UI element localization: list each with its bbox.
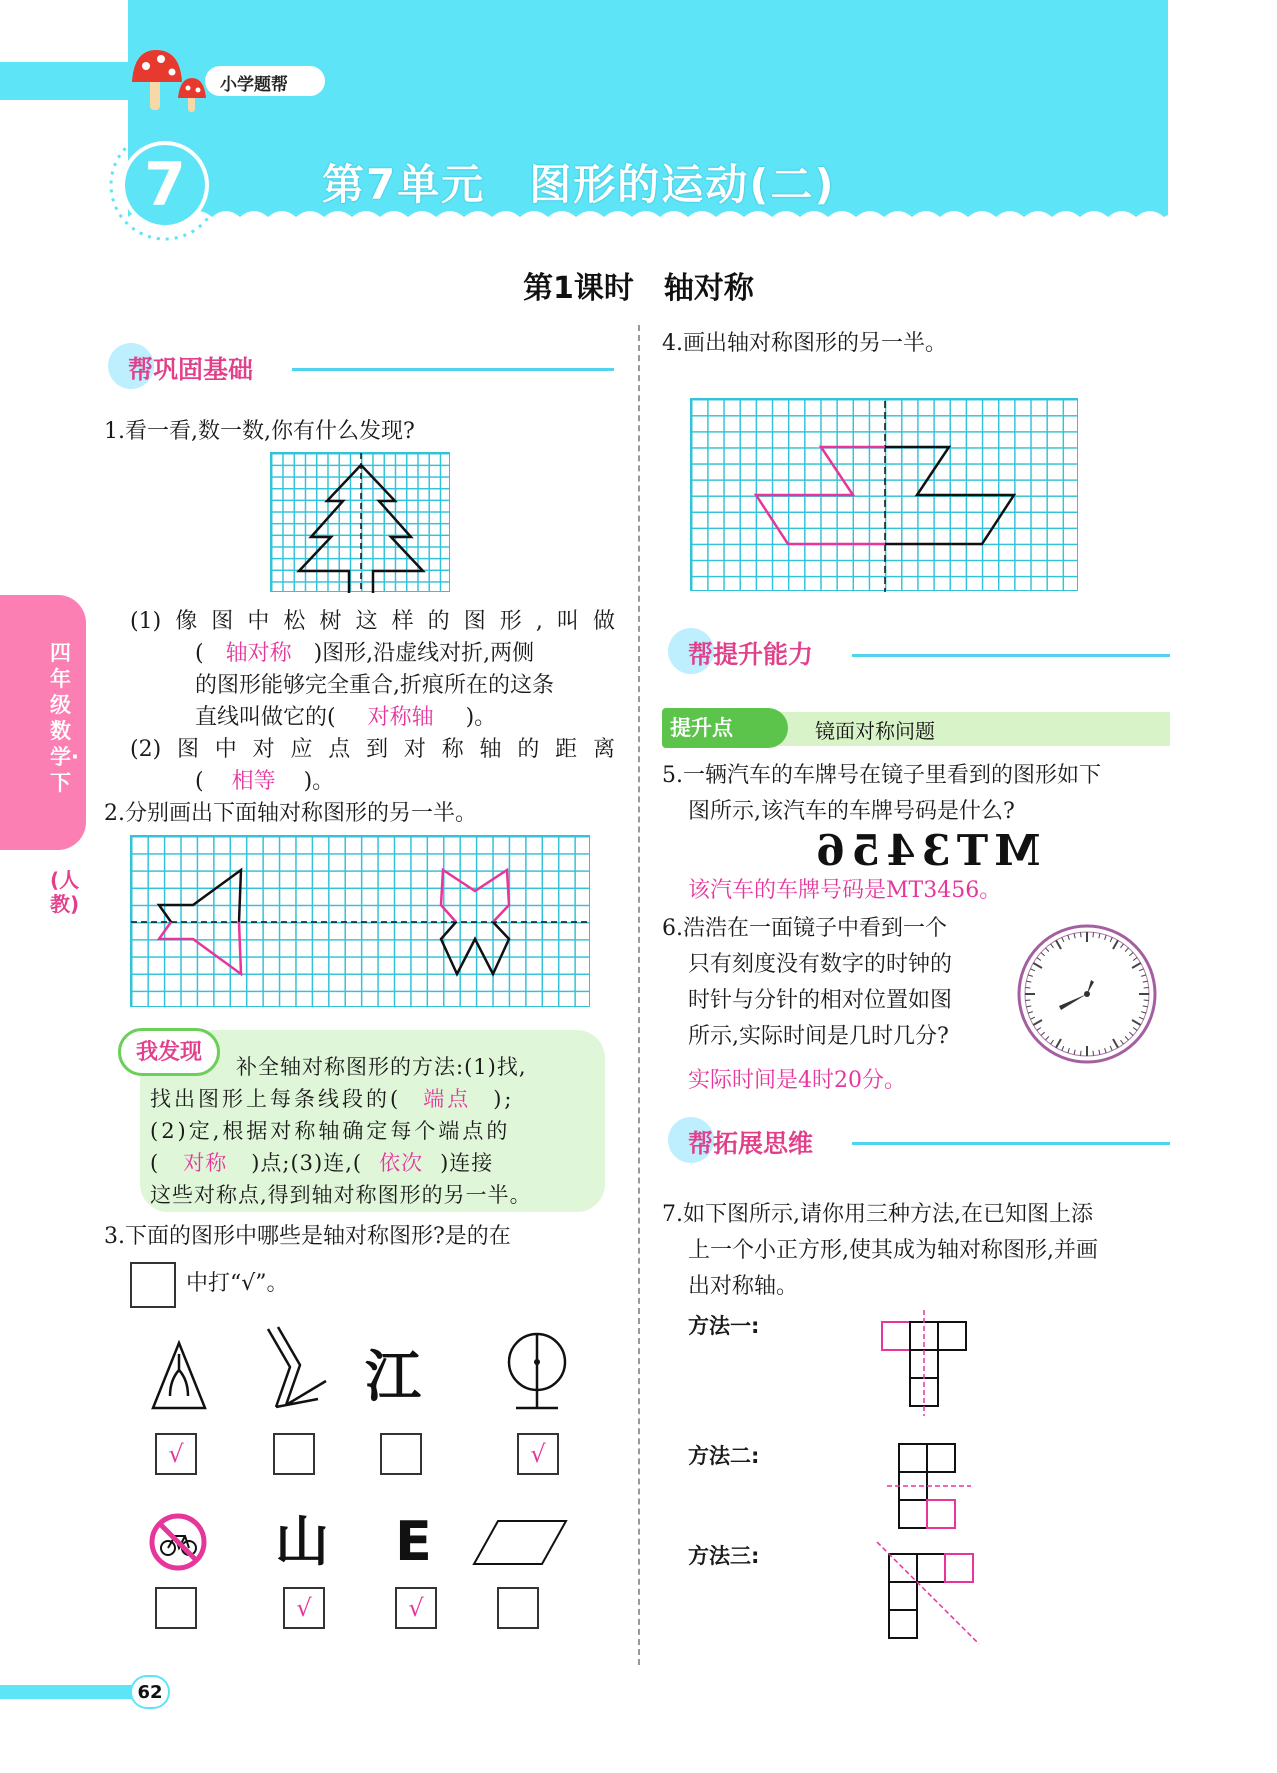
discover-answer-inorder: 依次 <box>379 1151 424 1175</box>
q1-p1-a-text: (1)像图中松树这样的图形,叫做 <box>130 609 615 634</box>
clock-tick <box>1144 1000 1149 1001</box>
discover-line-3: (2)定,根据对称轴确定每个端点的 <box>150 1119 511 1143</box>
section-basic-title: 帮巩固基础 <box>128 355 254 384</box>
clock-tick <box>1025 1000 1030 1001</box>
unit-title: 第7单元 图形的运动(二) <box>322 160 836 209</box>
section-improve-line <box>852 654 1170 657</box>
q1-p2-a-text: (2)图中对应点到对称轴的距离 <box>130 737 615 762</box>
discover-answer-endpoint: 端点 <box>423 1087 472 1111</box>
clock-tick <box>1093 1051 1094 1056</box>
bent-shape-icon <box>262 1325 332 1419</box>
q3-checkbox-6[interactable]: √ <box>283 1587 325 1629</box>
q7-method-1-label: 方法一: <box>688 1314 760 1338</box>
clock-tick <box>1081 932 1082 937</box>
q7-method-3-figure <box>875 1540 985 1654</box>
q6-answer: 实际时间是4时20分。 <box>688 1068 906 1093</box>
q3-char-jiang: 江 <box>365 1345 421 1410</box>
q2-grid <box>130 835 590 1007</box>
clock-tick <box>1093 932 1094 937</box>
q1-answer-axis: 对称轴 <box>367 705 434 730</box>
q1-p1-d-post: )。 <box>465 705 497 730</box>
section-expand-title: 帮拓展思维 <box>688 1129 814 1158</box>
clock-tick <box>1025 988 1030 989</box>
q3-example-box <box>130 1262 176 1308</box>
discover-l4-post: )连接 <box>440 1151 494 1175</box>
side-tab-edition: (人教) <box>50 868 80 916</box>
q7-method-2-label: 方法二: <box>688 1444 760 1468</box>
section-improve-title: 帮提升能力 <box>688 640 814 669</box>
q3-checkbox-4[interactable]: √ <box>517 1433 559 1475</box>
q3-title: 3.下面的图形中哪些是轴对称图形?是的在 <box>104 1224 511 1249</box>
side-tab-grade: 四年级数学·下 <box>50 641 79 795</box>
page-number: 62 <box>130 1675 170 1709</box>
q6-line-4: 所示,实际时间是几时几分? <box>688 1024 949 1049</box>
q5-answer: 该汽车的车牌号码是MT3456。 <box>688 878 1002 903</box>
q1-answer-equal: 相等 <box>231 769 276 794</box>
clock-tick <box>1081 1051 1082 1056</box>
q1-tree-grid <box>270 452 450 592</box>
discover-l4-mid: )点;(3)连,( <box>251 1151 363 1175</box>
q3-checkbox-5[interactable] <box>155 1587 197 1629</box>
q3-checkbox-3[interactable] <box>380 1433 422 1475</box>
discover-line-1: 补全轴对称图形的方法:(1)找, <box>236 1055 527 1079</box>
q1-p2-b-pre: ( <box>195 769 204 794</box>
lesson-title: 第1课时 轴对称 <box>523 271 754 306</box>
section-expand-line <box>852 1142 1170 1145</box>
q5-title-1: 5.一辆汽车的车牌号在镜子里看到的图形如下 <box>662 763 1101 788</box>
road-sign-icon <box>150 1340 208 1416</box>
column-divider <box>638 325 640 1665</box>
clock-icon <box>1015 922 1159 1070</box>
mushroom-icon <box>128 44 218 118</box>
q1-title: 1.看一看,数一数,你有什么发现? <box>104 419 415 444</box>
q7-method-2-figure <box>885 1440 985 1544</box>
q1-p1-b-post: )图形,沿虚线对折,两侧 <box>313 641 535 666</box>
clock-tick <box>1144 988 1149 989</box>
q6-line-1: 6.浩浩在一面镜子中看到一个 <box>662 916 947 941</box>
parallelogram-icon <box>470 1518 570 1572</box>
section-basic-line <box>292 368 614 371</box>
q6-line-2: 只有刻度没有数字的时钟的 <box>688 952 953 977</box>
q1-answer-axisymmetric: 轴对称 <box>225 641 292 666</box>
q1-p1-b-pre: ( <box>195 641 204 666</box>
q7-line-1: 7.如下图所示,请你用三种方法,在已知图上添 <box>662 1202 1093 1227</box>
unit-number: 7 <box>144 150 186 220</box>
q3-checkbox-8[interactable] <box>497 1587 539 1629</box>
q7-line-2: 上一个小正方形,使其成为轴对称图形,并画 <box>688 1238 1098 1263</box>
brand-label: 小学题帮 <box>220 75 288 95</box>
discover-answer-symmetric: 对称 <box>183 1151 228 1175</box>
q7-line-3: 出对称轴。 <box>688 1274 799 1299</box>
q1-p2-b-post: )。 <box>303 769 335 794</box>
no-bicycle-icon <box>148 1512 208 1576</box>
q4-grid <box>690 398 1078 591</box>
q1-p1-line-c: 的图形能够完全重合,折痕所在的这条 <box>195 673 554 698</box>
q7-method-3-label: 方法三: <box>688 1544 760 1568</box>
q6-line-3: 时针与分针的相对位置如图 <box>688 988 953 1013</box>
q3-title-2: 中打“√”。 <box>186 1271 289 1296</box>
q3-char-e: E <box>395 1510 432 1573</box>
discover-l2-post: ); <box>493 1087 515 1111</box>
q4-title: 4.画出轴对称图形的另一半。 <box>662 331 947 356</box>
q3-checkbox-1[interactable]: √ <box>155 1433 197 1475</box>
q3-char-shan: 山 <box>275 1510 329 1573</box>
q2-title: 2.分别画出下面轴对称图形的另一半。 <box>104 801 477 826</box>
q1-p1-d-pre: 直线叫做它的( <box>195 705 336 730</box>
q7-method-1-figure <box>880 1308 980 1422</box>
tisheng-badge: 提升点 <box>662 708 788 748</box>
discover-line-5: 这些对称点,得到轴对称图形的另一半。 <box>150 1183 532 1207</box>
q3-checkbox-2[interactable] <box>273 1433 315 1475</box>
discover-badge: 我发现 <box>118 1028 220 1076</box>
q3-checkbox-7[interactable]: √ <box>395 1587 437 1629</box>
q5-mirrored-plate: MT3456 <box>810 826 1041 875</box>
discover-l4-pre: ( <box>150 1151 160 1175</box>
q5-title-2: 图所示,该汽车的车牌号码是什么? <box>688 799 1015 824</box>
lamp-icon <box>502 1330 572 1424</box>
discover-l2-pre: 找出图形上每条线段的( <box>150 1087 402 1111</box>
tisheng-topic: 镜面对称问题 <box>815 719 935 743</box>
